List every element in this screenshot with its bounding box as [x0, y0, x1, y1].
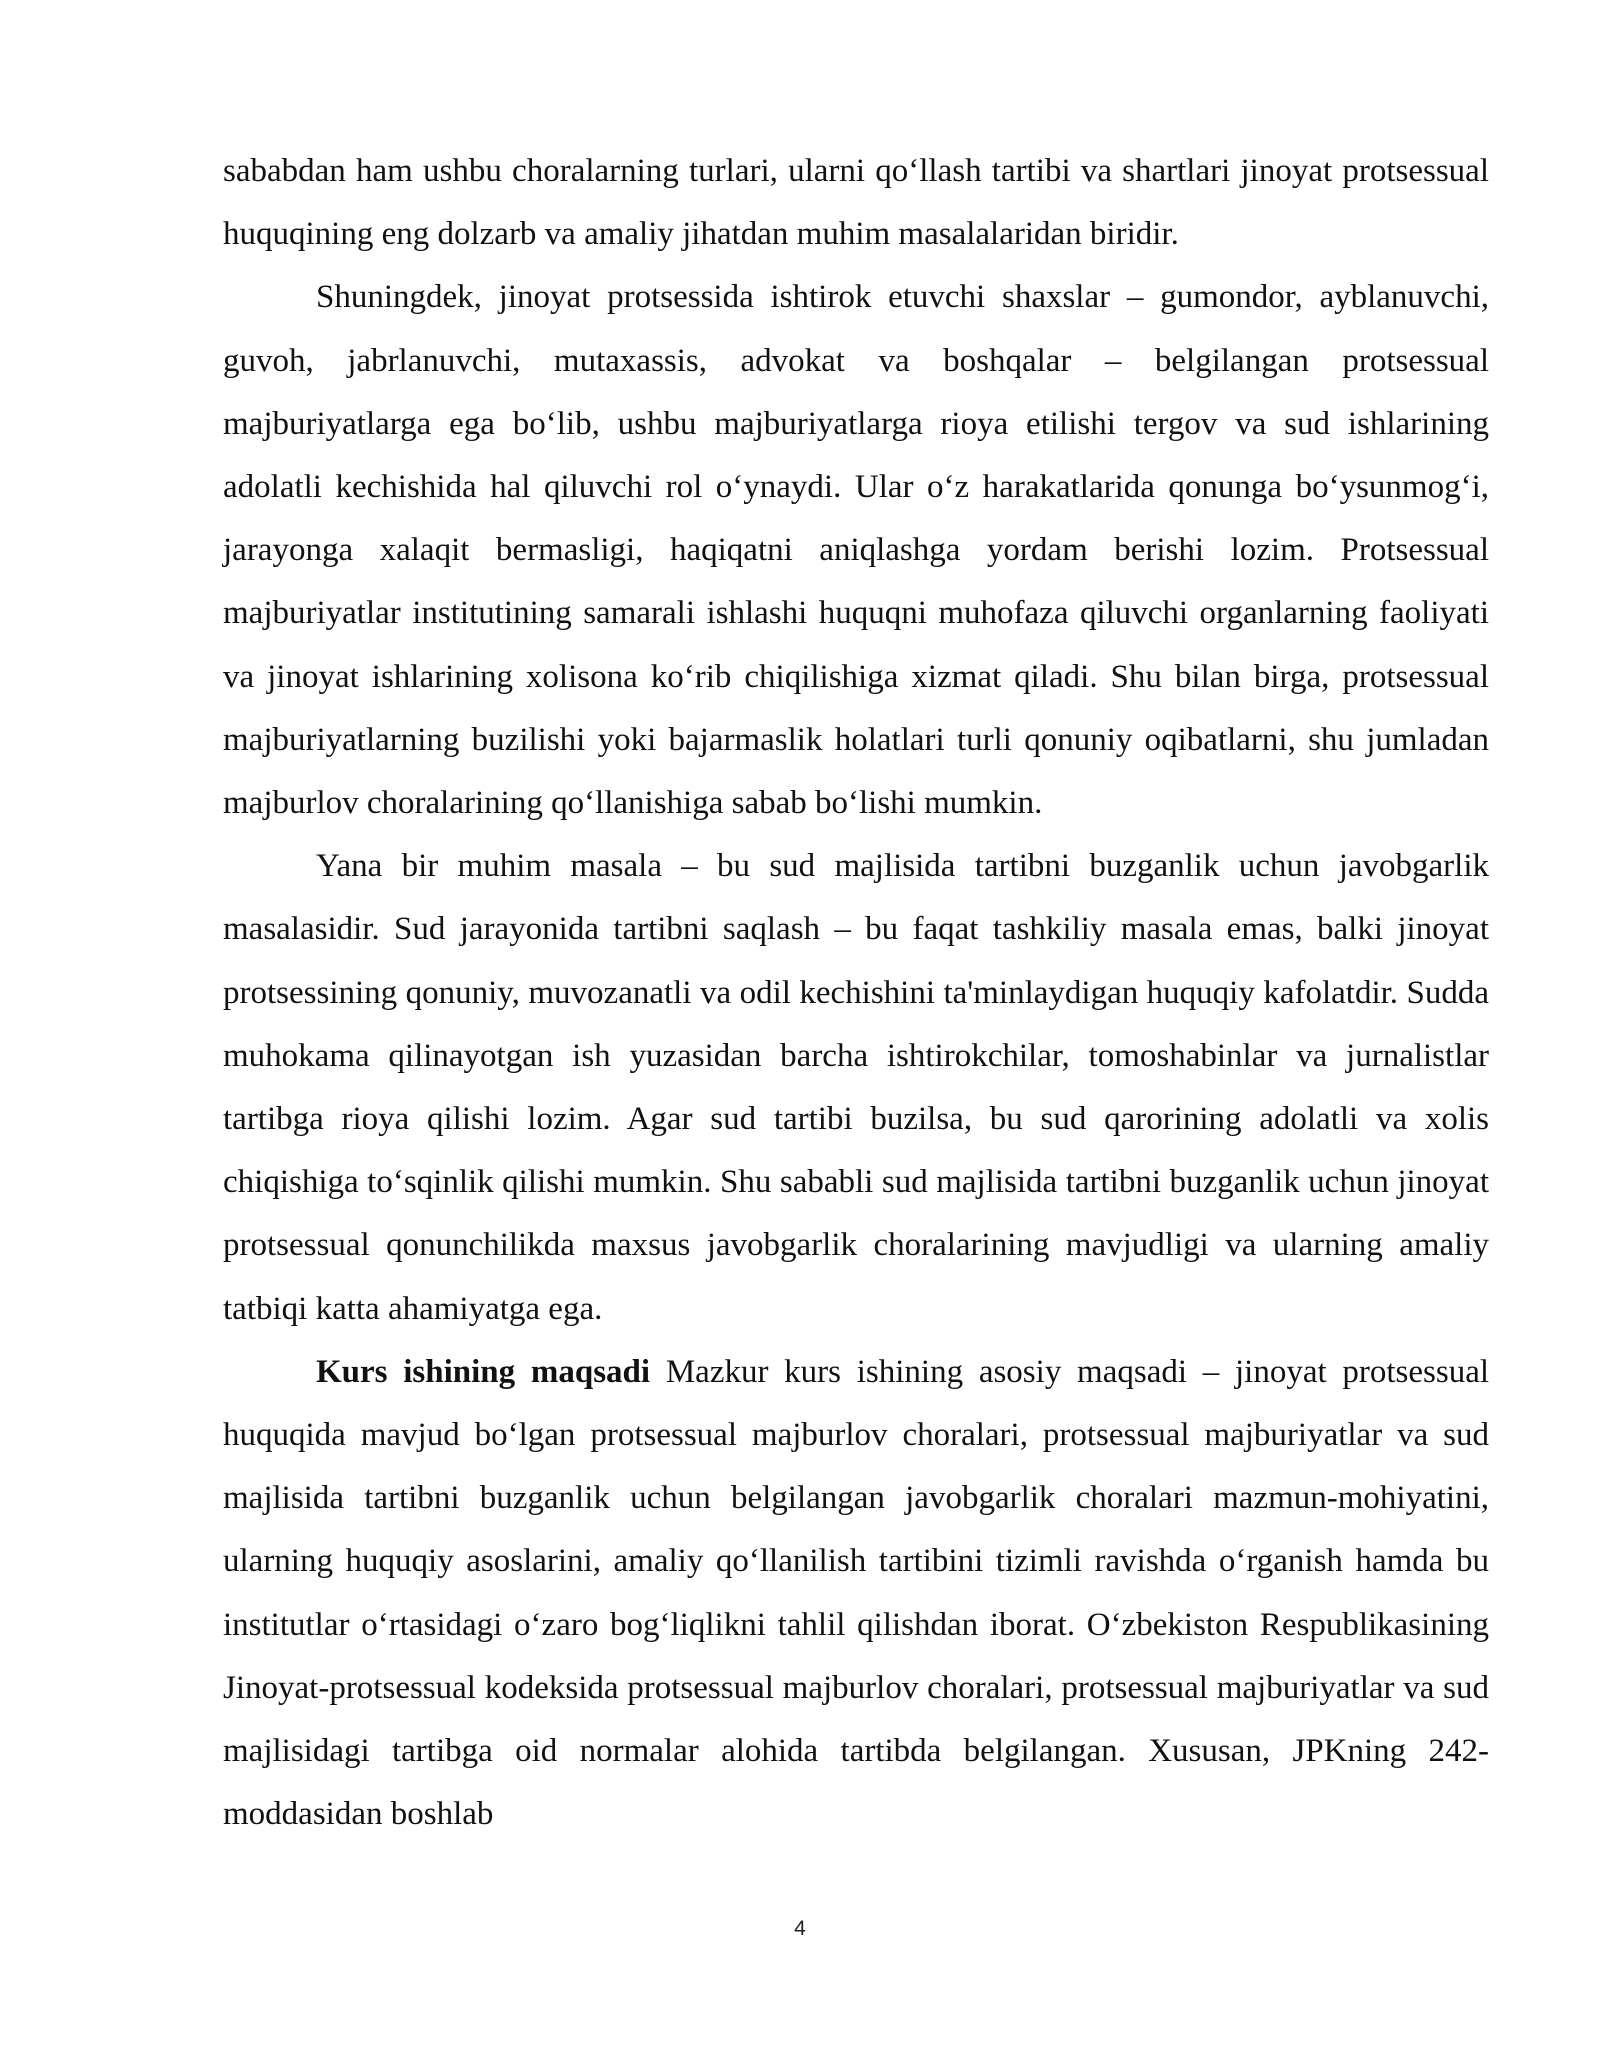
paragraph-text: Yana bir muhim masala – bu sud majlisida tartibni buzganlik uchun javobgarlik masalasidir. Sud jarayonida tartibni saqlash – bu faqat tashkiliy masala emas, balki jinoyat protsessining qonuniy, muvozanatli va odil kechishini ta'minlaydigan huquqiy kafolatdir. Sudda muhokama qilinayotgan ish yuzasidan barcha ishtirokchilar, tomoshabinlar va jurnalistlar tartibga rioya qilishi lozim. Agar sud tartibi buzilsa, bu sud qarorining adolatli va xolis chiqishiga to‘sqinlik qilishi mumkin. Shu sababli sud majlisida tartibni buzganlik uchun jinoyat protsessual qonunchilikda maxsus javobgarlik choralarining mavjudligi va ularning amaliy tatbiqi katta ahamiyatga ega.	[223, 848, 1489, 1327]
paragraph-text: Shuningdek, jinoyat protsessida ishtirok etuvchi shaxslar – gumondor, ayblanuvchi, guvoh, jabrlanuvchi, mutaxassis, advokat va boshqalar – belgilangan protsessual majburiyatlarga ega bo‘lib, ushbu majburiyatlarga rioya etilishi tergov va sud ishlarining adolatli kechishida hal qiluvchi rol o‘ynaydi. Ular o‘z harakatlarida qonunga bo‘ysunmog‘i, jarayonga xalaqit bermasligi, haqiqatni aniqlashga yordam berishi lozim. Protsessual majburiyatlar institutining samarali ishlashi huquqni muhofaza qiluvchi organlarning faoliyati va jinoyat ishlarining xolisona ko‘rib chiqilishiga xizmat qiladi. Shu bilan birga, protsessual majburiyatlarning buzilishi yoki bajarmaslik holatlari turli qonuniy oqibatlarni, shu jumladan majburlov choralarining qo‘llanishiga sabab bo‘lishi mumkin.	[223, 279, 1489, 822]
paragraph-continuation	[223, 140, 1489, 266]
document-body	[223, 140, 1489, 1846]
paragraph-court-order	[223, 835, 1489, 1341]
paragraph-lead-heading: Kurs ishining maqsadi	[316, 1353, 651, 1390]
page-number: 4	[794, 1917, 806, 1940]
paragraph-text: sababdan ham ushbu choralarning turlari, ularni qo‘llash tartibi va shartlari jinoyat protsessual huquqining eng dolzarb va amaliy jihatdan muhim masalalaridan biridir.	[223, 153, 1489, 253]
paragraph-course-goal	[223, 1341, 1489, 1847]
paragraph-text: Mazkur kurs ishining asosiy maqsadi – jinoyat protsessual huquqida mavjud bo‘lgan protsessual majburlov choralari, protsessual majburiyatlar va sud majlisida tartibni buzganlik uchun belgilangan javobgarlik choralari mazmun-mohiyatini, ularning huquqiy asoslarini, amaliy qo‘llanilish tartibini tizimli ravishda o‘rganish hamda bu institutlar o‘rtasidagi o‘zaro bog‘liqlikni tahlil qilishdan iborat. O‘zbekiston Respublikasining Jinoyat-protsessual kodeksida protsessual majburlov choralari, protsessual majburiyatlar va sud majlisidagi tartibga oid normalar alohida tartibda belgilangan. Xususan, JPKning 242-moddasidan boshlab	[223, 1353, 1490, 1833]
paragraph-procedural-obligations	[223, 266, 1489, 835]
